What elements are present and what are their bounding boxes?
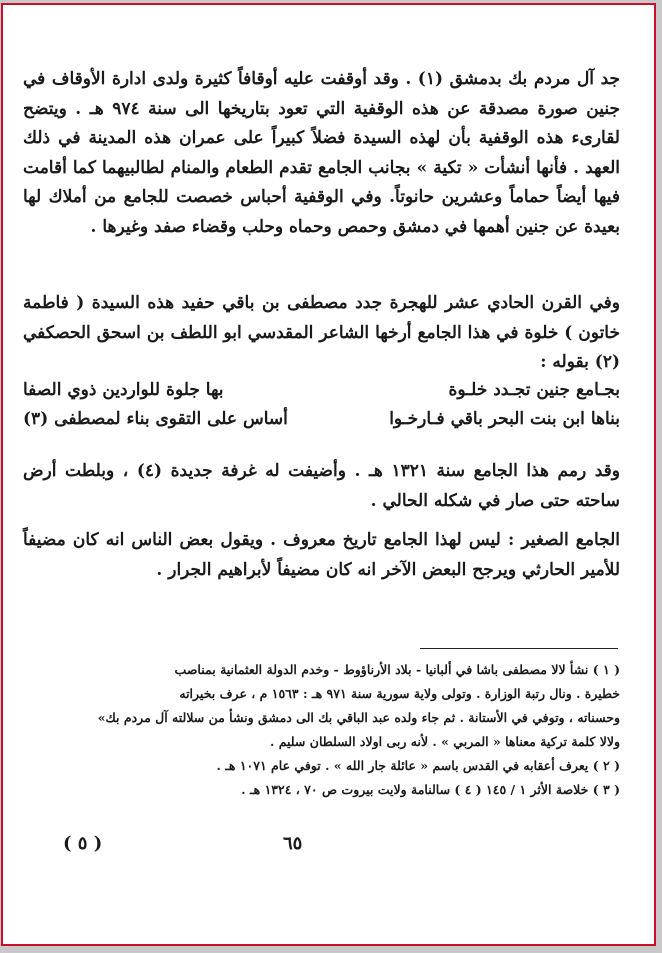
page-footer	[23, 833, 620, 863]
verse-1-second-hemistich: بها جلوة للواردين ذوي الصفا	[23, 380, 224, 400]
paragraph-4	[23, 526, 620, 585]
page-frame	[1, 3, 656, 946]
footnote-line: ( ٣ ) خلاصة الأثر ١ / ١٤٥ ( ٤ ) سالنامة ولايت بيروت ص ٧٠ ، ١٣٢٤ هـ .	[241, 782, 620, 797]
footnote-line: وحسناته ، وتوفي في الأستانة . ثم جاء ولده عبد الباقي بك الى دمشق ونشأ من سلالته آل مردم بك»	[97, 710, 620, 725]
footnote-separator	[420, 648, 618, 649]
paragraph-4-text: ليس لهذا الجامع تاريخ معروف . ويقول بعض الناس انه كان مضيفاً للأمير الحارثي ويرجح البعض الآخر انه كان مضيفاً لأبراهيم الجرار .	[23, 530, 620, 580]
verse-2-second-hemistich: أساس على التقوى بناء لمصطفى (٣)	[23, 409, 288, 429]
paragraph-2: وفي القرن الحادي عشر للهجرة جدد مصطفى بن باقي حفيد هذه السيدة ( فاطمة خاتون ) خلوة في هذا الجامع أرخها الشاعر المقدسي ابو اللطف بن اسحق الحصكفي (٢) بقوله :	[23, 293, 620, 372]
footnote-line: ( ٢ ) يعرف أعقابه في القدس باسم « عائلة جار الله » . توفي عام ١٠٧١ هـ .	[216, 758, 620, 773]
paragraph-3: وقد رمم هذا الجامع سنة ١٣٢١ هـ . وأضيفت له غرفة جديدة (٤) ، وبلطت أرض ساحته حتى صار في شكله الحالي .	[23, 461, 620, 511]
paragraph-1: جد آل مردم بك بدمشق (١) . وقد أوقفت عليه أوقافاً كثيرة ولدى ادارة الأوقاف في جنين صورة مصدقة عن هذه الوقفية التي تعود بتاريخها الى سنة ٩٧٤ هـ . ويتضح لقارىء هذه الوقفية بأن لهذه السيدة فضلاً كبيراً على عمران هذه المدينة في ذلك العهد . فأنها أنشأت « تكية » بجانب الجامع تقدم الطعام والمنام لطالبيهما كما أقامت فيها أيضاً حماماً وعشرين حانوتاً. وفي الوقفية أحباس خصصت للجامع من أملاك لها بعيدة عن جنين أهمها في دمشق وحمص وحماه وحلب وقضاء صفد وغيرها .	[23, 69, 621, 237]
verse-line-1	[23, 380, 620, 409]
footnote-line: ولالا كلمة تركية معناها « المربي » . لأنه ربى اولاد السلطان سليم .	[270, 734, 620, 749]
footnote-line: ( ١ ) نشأ لالا مصطفى باشا في ألبانيا - بلاد الأرناؤوط - وخدم الدولة العثمانية بمناصب	[174, 662, 620, 677]
verse-1-first-hemistich: بجـامع جنين تجـدد خلـوة	[448, 380, 620, 400]
footnotes	[23, 658, 620, 802]
section-term: الجامع الصغير :	[507, 530, 621, 550]
footnote-line: خطيرة . ونال رتبة الوزارة . وتولى ولاية سورية سنة ٩٧١ هـ : ١٥٦٣ م ، عرف بخيراته	[179, 686, 620, 701]
verse-line-2	[23, 409, 620, 438]
page-number: ٦٥	[283, 833, 303, 854]
document-page	[23, 5, 620, 944]
verse-2-first-hemistich: بناها ابن بنت البحر باقي فـارخـوا	[389, 409, 620, 429]
section-number: ( ٥ )	[63, 833, 103, 854]
